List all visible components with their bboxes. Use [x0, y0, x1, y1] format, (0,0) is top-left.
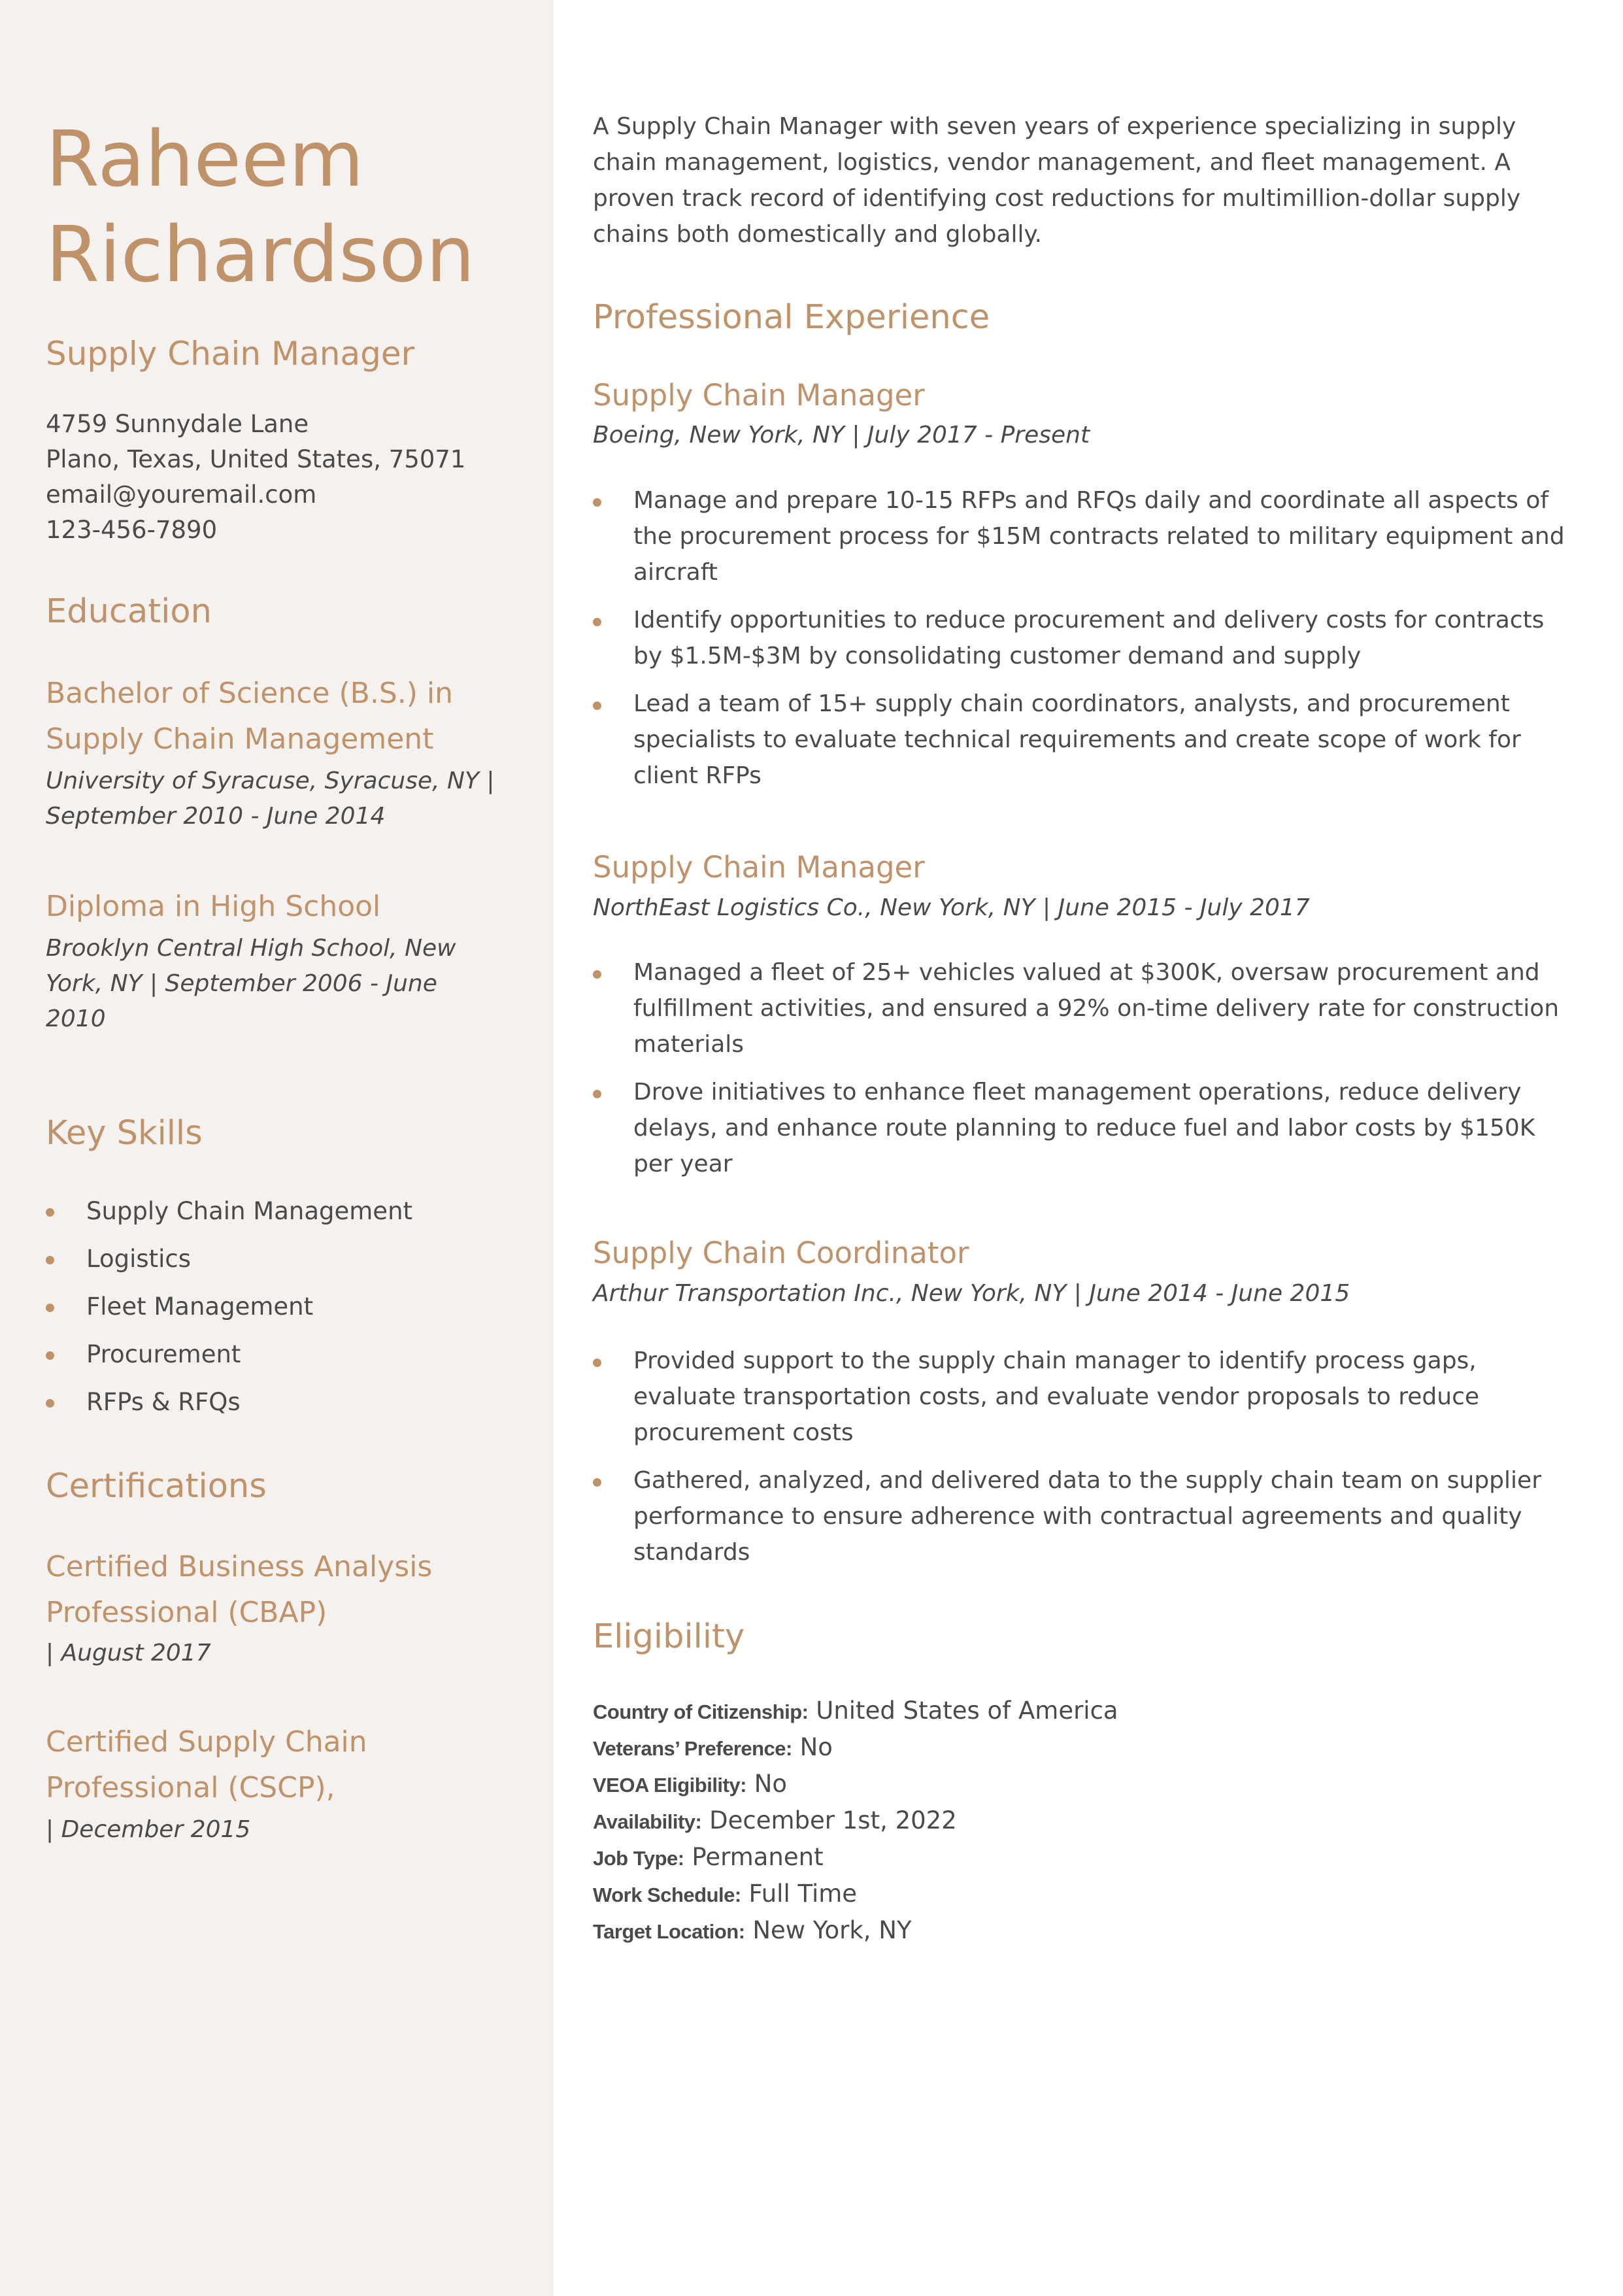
- eligibility-row: [593, 1840, 1118, 1876]
- job-company-1: Boeing, New York, NY | July 2017 - Present: [593, 422, 1090, 448]
- eligibility-row: [593, 1803, 1118, 1840]
- experience-heading: Professional Experience: [593, 298, 990, 337]
- eligibility-value: United States of America: [816, 1697, 1118, 1725]
- education-detail-1: University of Syracuse, Syracuse, NY | September 2010 - June 2014: [46, 768, 495, 830]
- job-role-2: Supply Chain Manager: [593, 850, 925, 885]
- candidate-name: [46, 111, 529, 302]
- skill-item: Procurement: [46, 1330, 412, 1378]
- eligibility-value: Full Time: [748, 1880, 858, 1908]
- education-heading: Education: [46, 592, 212, 631]
- job-bullet: Provided support to the supply chain manager to identify process gaps, evaluate transportation costs, and evaluate vendor proposals to reduce procurement costs: [593, 1343, 1567, 1451]
- job-company-2: NorthEast Logistics Co., New York, NY | June 2015 - July 2017: [593, 894, 1310, 921]
- eligibility-row: [593, 1766, 1118, 1803]
- phone: 123-456-7890: [46, 516, 218, 544]
- certifications-heading: Certifications: [46, 1467, 267, 1506]
- eligibility-row: [593, 1730, 1118, 1766]
- eligibility-value: No: [754, 1770, 788, 1798]
- skill-item: Logistics: [46, 1235, 412, 1283]
- eligibility-label: Target Location:: [593, 1920, 745, 1943]
- eligibility-label: VEOA Eligibility:: [593, 1774, 746, 1797]
- job-role-3: Supply Chain Coordinator: [593, 1236, 969, 1270]
- address-line-2: Plano, Texas, United States, 75071: [46, 445, 466, 473]
- job-bullet: Drove initiatives to enhance fleet management operations, reduce delivery delays, and enhance route planning to reduce fuel and labor costs by $150K per year: [593, 1074, 1567, 1182]
- job-bullet: Gathered, analyzed, and delivered data to the supply chain team on supplier performance to ensure adherence with contractual agreements and quality standards: [593, 1462, 1567, 1570]
- job-bullet: Managed a fleet of 25+ vehicles valued at $300K, oversaw procurement and fulfillment activities, and ensured a 92% on-time delivery rate for construction materials: [593, 954, 1567, 1062]
- eligibility-row: [593, 1913, 1118, 1950]
- eligibility-label: Veterans’ Preference:: [593, 1737, 792, 1760]
- certification-name-1: Certified Business Analysis Professional (CBAP): [46, 1550, 433, 1629]
- eligibility-value: No: [799, 1733, 833, 1761]
- skill-item: Fleet Management: [46, 1283, 412, 1330]
- job-bullet: Identify opportunities to reduce procurement and delivery costs for contracts by $1.5M-$3M by consolidating customer demand and supply: [593, 602, 1567, 674]
- skill-item: RFPs & RFQs: [46, 1378, 412, 1426]
- job-bullet: Manage and prepare 10-15 RFPs and RFQs daily and coordinate all aspects of the procurement process for $15M contracts related to military equipment and aircraft: [593, 482, 1567, 590]
- address-line-1: 4759 Sunnydale Lane: [46, 410, 309, 438]
- eligibility-value: New York, NY: [752, 1916, 912, 1944]
- eligibility-row: [593, 1693, 1118, 1730]
- skills-list: [46, 1187, 412, 1426]
- eligibility-heading: Eligibility: [593, 1617, 745, 1656]
- eligibility-row: [593, 1876, 1118, 1913]
- certification-name-2: Certified Supply Chain Professional (CSCP),: [46, 1725, 367, 1804]
- eligibility-label: Job Type:: [593, 1847, 684, 1870]
- eligibility-label: Work Schedule:: [593, 1883, 741, 1906]
- skills-heading: Key Skills: [46, 1114, 203, 1153]
- skill-item: Supply Chain Management: [46, 1187, 412, 1235]
- job-title: Supply Chain Manager: [46, 335, 415, 373]
- certification-detail-2: | December 2015: [46, 1816, 251, 1843]
- job-bullets-3: [593, 1343, 1567, 1582]
- contact-info: [46, 407, 465, 548]
- name-first: Raheem: [46, 114, 364, 204]
- eligibility-value: Permanent: [692, 1843, 824, 1871]
- eligibility-label: Availability:: [593, 1810, 702, 1833]
- job-company-3: Arthur Transportation Inc., New York, NY | June 2014 - June 2015: [593, 1280, 1350, 1307]
- sidebar: [0, 0, 554, 2296]
- education-degree-1: Bachelor of Science (B.S.) in Supply Chain Management: [46, 677, 453, 756]
- education-degree-2: Diploma in High School: [46, 890, 381, 923]
- job-bullets-2: [593, 954, 1567, 1194]
- name-last: Richardson: [46, 209, 475, 299]
- summary: A Supply Chain Manager with seven years of experience specializing in supply chain management, logistics, vendor management, and fleet management. A proven track record of identifying cost reductions for multimillion-dollar supply chains both domestically and globally.: [593, 113, 1521, 248]
- job-bullets-1: [593, 482, 1567, 805]
- certification-detail-1: | August 2017: [46, 1640, 211, 1666]
- job-role-1: Supply Chain Manager: [593, 378, 925, 413]
- job-bullet: Lead a team of 15+ supply chain coordinators, analysts, and procurement specialists to evaluate technical requirements and create scope of work for client RFPs: [593, 686, 1567, 794]
- eligibility-list: [593, 1693, 1118, 1950]
- education-detail-2: Brooklyn Central High School, New York, NY | September 2006 - June 2010: [46, 935, 456, 1032]
- eligibility-value: December 1st, 2022: [709, 1806, 957, 1834]
- email: email@youremail.com: [46, 481, 317, 509]
- eligibility-label: Country of Citizenship:: [593, 1700, 809, 1723]
